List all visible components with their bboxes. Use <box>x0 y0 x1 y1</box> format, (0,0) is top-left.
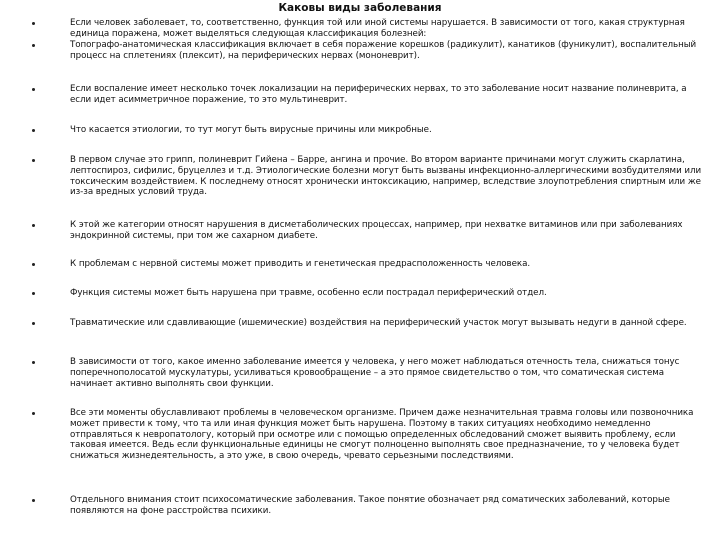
bullet-icon <box>32 408 42 419</box>
bullet-icon <box>32 357 42 368</box>
bullet-icon <box>32 318 42 329</box>
bullet-icon <box>32 18 42 29</box>
bullet-icon <box>32 220 42 231</box>
list-item-text: К этой же категории относят нарушения в дисметаболических процессах, например, при нехватке витаминов или при заболеваниях эндокринной системы, при том же сахарном диабете. <box>70 220 683 241</box>
list-item-text: Все эти моменты обуславливают проблемы в человеческом организме. Причем даже незначительная травма головы или позвоночника может привести к тому, что та или иная функция может быть нарушена. Поэтому в таких ситуациях необходимо немедленно отправляться к невропатологу, который при осмотре или с помощью определенных обследований сможет выявить проблему, если таковая имеется. Ведь если функциональные единицы не смогут полноценно выполнять свое предназначение, то у человека будет снижаться жизнедеятельность, а это уже, в свою очередь, чревато серьезными последствиями. <box>70 408 694 462</box>
bullet-icon <box>32 288 42 299</box>
list-item-text: В зависимости от того, какое именно заболевание имеется у человека, у него может наблюдаться отечность тела, снижаться тонус поперечнополосатой мускулатуры, усиливаться кровообращение – а это прямое свидетельство о том, что соматическая система начинает активно выполнять свои функции. <box>70 357 680 389</box>
bullet-icon <box>32 125 42 136</box>
bullet-icon <box>32 495 42 506</box>
slide-title: Каковы виды заболевания <box>278 2 442 14</box>
bullet-icon <box>32 40 42 51</box>
list-item-text: Функция системы может быть нарушена при травме, особенно если пострадал периферический отдел. <box>70 288 547 298</box>
bullet-icon <box>32 259 42 270</box>
bullet-icon <box>32 84 42 95</box>
list-item-text: К проблемам с нервной системы может приводить и генетическая предрасположенность человека. <box>70 259 531 269</box>
list-item-text: Если воспаление имеет несколько точек локализации на периферических нервах, то это заболевание носит название полиневрита, а если идет асимметричное поражение, то это мультиневрит. <box>70 84 687 105</box>
list-item-text: Отдельного внимания стоит психосоматические заболевания. Такое понятие обозначает ряд соматических заболеваний, которые появляются на фоне расстройства психики. <box>70 495 670 516</box>
list-item-text: Что касается этиологии, то тут могут быть вирусные причины или микробные. <box>70 125 432 135</box>
list-item-text: Травматические или сдавливающие (ишемические) воздействия на периферический участок могут вызывать недуги в данной сфере. <box>70 318 687 328</box>
list-item-text: В первом случае это грипп, полиневрит Гийена – Барре, ангина и прочие. Во втором варианте причинами могут служить скарлатина, лептоспироз, сифилис, бруцеллез и т.д. Этиологические болезни могут быть вызваны инфекционно-аллергическими возбудителями или токсическим воздействием. К последнему относят хронически интоксикацию, например, вследствие злоупотребления спиртным или же из-за вредных условий труда. <box>70 155 702 198</box>
list-item-text: Если человек заболевает, то, соответственно, функция той или иной системы нарушается. В зависимости от того, какая структурная единица поражена, может выделяться следующая классификация болезней: <box>70 18 685 39</box>
list-item-text: Топографо-анатомическая классификация включает в себя поражение корешков (радикулит), канатиков (фуникулит), воспалительный процесс на сплетениях (плексит), на периферических нервах (мононеврит). <box>70 40 697 61</box>
bullet-icon <box>32 155 42 166</box>
